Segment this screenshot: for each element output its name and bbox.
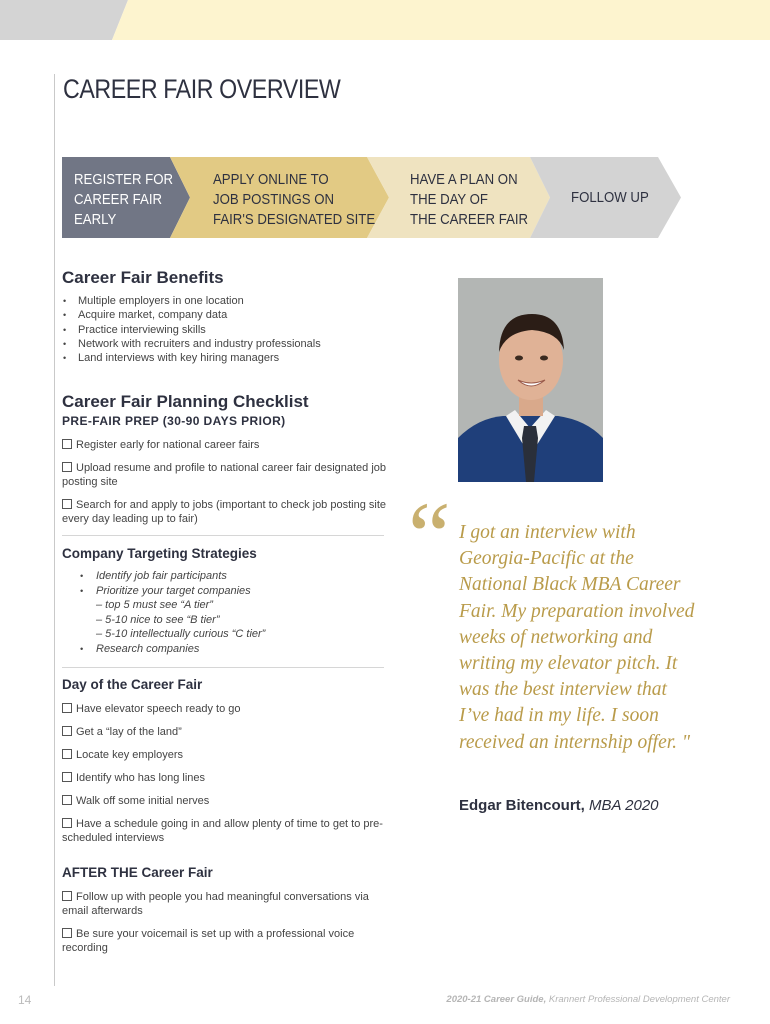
step-3-label: HAVE A PLAN ON THE DAY OF THE CAREER FAIR: [410, 171, 529, 228]
checklist-item: [62, 438, 387, 452]
list-item: – 5-10 nice to see “B tier”: [96, 613, 220, 626]
checklist-item: [62, 498, 387, 526]
checkbox-icon: [62, 439, 72, 449]
checkbox-icon: [62, 703, 72, 713]
list-item: • Network with recruiters and industry professionals: [62, 337, 392, 351]
checklist-item-text: Have a schedule going in and allow plenty of time to get to pre-scheduled interviews: [62, 818, 383, 845]
checklist-item-text: Identify who has long lines: [76, 772, 206, 784]
quote-author: Edgar Bitencourt,: [459, 797, 585, 814]
quote-attribution: [459, 797, 659, 814]
footer-guide: 2020-21 Career Guide,: [446, 994, 547, 1005]
checklist-item: [62, 461, 387, 489]
list-item: • Practice interviewing skills: [62, 323, 392, 337]
checklist-item-text: Have elevator speech ready to go: [76, 703, 241, 715]
benefits-heading: Career Fair Benefits: [62, 268, 224, 287]
checkbox-icon: [62, 726, 72, 736]
checkbox-icon: [62, 795, 72, 805]
list-item: • Identify job fair participants: [62, 569, 382, 584]
list-item: • Acquire market, company data: [62, 308, 392, 322]
left-rule: [54, 74, 55, 986]
after-heading: AFTER THE Career Fair: [62, 865, 213, 880]
checklist-item: [62, 794, 387, 808]
list-item: • Research companies: [62, 642, 382, 657]
top-band-cream: [112, 0, 770, 40]
step-1-label: REGISTER FOR CAREER FAIR EARLY: [74, 171, 174, 228]
process-steps: [62, 157, 682, 238]
page-title: CAREER FAIR OVERVIEW: [63, 74, 341, 104]
checklist-item-text: Walk off some initial nerves: [76, 795, 210, 807]
quote-mark-icon: “: [408, 482, 451, 589]
quote-program: MBA 2020: [589, 797, 659, 814]
section-divider: [62, 667, 384, 668]
checkbox-icon: [62, 499, 72, 509]
page-number: 14: [18, 993, 32, 1007]
checklist-item: [62, 890, 387, 918]
list-item: • Land interviews with key hiring managers: [62, 351, 392, 365]
checklist-item-text: Upload resume and profile to national career fair designated job posting site: [62, 462, 387, 489]
checklist-heading: Career Fair Planning Checklist: [62, 392, 309, 411]
checkbox-icon: [62, 462, 72, 472]
portrait-photo: [458, 278, 603, 482]
prefair-subheading: PRE-FAIR PREP (30-90 DAYS PRIOR): [62, 414, 286, 428]
checklist-item: [62, 771, 387, 785]
checkbox-icon: [62, 818, 72, 828]
top-decorative-band: [0, 0, 770, 40]
footer-text: [446, 994, 730, 1005]
list-item: – 5-10 intellectually curious “C tier”: [96, 628, 266, 641]
dayof-heading: Day of the Career Fair: [62, 677, 203, 692]
top-band-gray: [0, 0, 128, 40]
checklist-item: [62, 725, 387, 739]
checklist-item: [62, 748, 387, 762]
strategies-list: [62, 569, 382, 657]
section-divider: [62, 535, 384, 536]
checklist-item-text: Follow up with people you had meaningful conversations via email afterwards: [62, 891, 369, 918]
checklist-item-text: Locate key employers: [76, 749, 183, 761]
list-item: • Multiple employers in one location: [62, 294, 392, 308]
step-4-label: FOLLOW UP: [571, 189, 649, 206]
checkbox-icon: [62, 928, 72, 938]
checklist-item: [62, 927, 387, 955]
strategies-heading: Company Targeting Strategies: [62, 546, 257, 561]
checkbox-icon: [62, 891, 72, 901]
step-2-label: APPLY ONLINE TO JOB POSTINGS ON FAIR'S DESIGNATED SITE: [213, 171, 376, 228]
list-item: • Prioritize your target companies: [62, 584, 382, 599]
list-item: – top 5 must see “A tier”: [96, 599, 213, 612]
checklist-item-text: Get a “lay of the land”: [76, 726, 182, 738]
checklist-item-text: Be sure your voicemail is set up with a professional voice recording: [62, 928, 355, 955]
checklist-item-text: Register early for national career fairs: [76, 439, 260, 451]
checkbox-icon: [62, 772, 72, 782]
benefits-list: [62, 294, 392, 365]
checklist-item: [62, 817, 387, 845]
footer-center: Krannert Professional Development Center: [548, 994, 730, 1005]
checkbox-icon: [62, 749, 72, 759]
testimonial-quote: I got an interview with Georgia-Pacific at the National Black MBA Career Fair. My preparation involved weeks of networking and writing my elevator pitch. It was the best interview that I’ve had in my life. I soon received an internship offer. ": [459, 522, 695, 753]
checklist-item: [62, 702, 387, 716]
checklist-item-text: Search for and apply to jobs (important to check job posting site every day leading up to fair): [62, 499, 387, 526]
